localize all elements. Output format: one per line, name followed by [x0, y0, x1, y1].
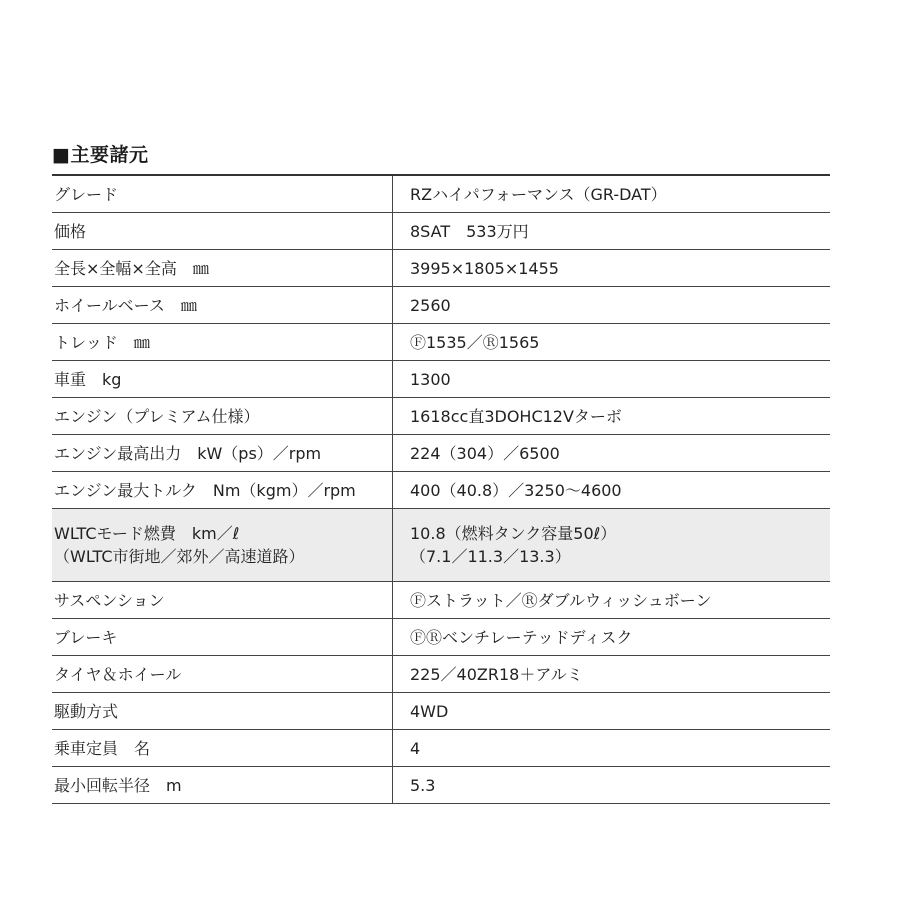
row-value: 5.3: [393, 767, 831, 804]
row-label: 乗車定員 名: [52, 730, 393, 767]
row-label: サスペンション: [52, 582, 393, 619]
table-row-max-power: [52, 435, 830, 472]
row-value: 224（304）／6500: [393, 435, 831, 472]
table-row-suspension: [52, 582, 830, 619]
row-label: エンジン最高出力 kW（ps）／rpm: [52, 435, 393, 472]
row-label: エンジン（プレミアム仕様）: [52, 398, 393, 435]
row-value: RZハイパフォーマンス（GR-DAT）: [393, 175, 831, 213]
row-value: 4WD: [393, 693, 831, 730]
row-label: トレッド ㎜: [52, 324, 393, 361]
row-value: 225／40ZR18＋アルミ: [393, 656, 831, 693]
row-label-line: WLTCモード燃費 km／ℓ: [54, 524, 240, 543]
table-row-max-torque: [52, 472, 830, 509]
table-row-wheelbase: [52, 287, 830, 324]
row-label: 全長×全幅×全高 ㎜: [52, 250, 393, 287]
table-row-drive-system: [52, 693, 830, 730]
row-label: [52, 509, 393, 582]
table-row-grade: [52, 175, 830, 213]
row-label-line: （WLTC市街地／郊外／高速道路）: [54, 547, 305, 566]
row-value: 2560: [393, 287, 831, 324]
table-row-tires-wheels: [52, 656, 830, 693]
row-value: 1618cc直3DOHC12Vターボ: [393, 398, 831, 435]
table-row-turning-radius: [52, 767, 830, 804]
row-label: 駆動方式: [52, 693, 393, 730]
table-row-price: [52, 213, 830, 250]
row-label: エンジン最大トルク Nm（kgm）／rpm: [52, 472, 393, 509]
table-row-tread: [52, 324, 830, 361]
row-label: ホイールベース ㎜: [52, 287, 393, 324]
table-row-dimensions: [52, 250, 830, 287]
row-value: [393, 509, 831, 582]
row-value: 400（40.8）／3250～4600: [393, 472, 831, 509]
row-label: グレード: [52, 175, 393, 213]
row-value: 3995×1805×1455: [393, 250, 831, 287]
row-value: 4: [393, 730, 831, 767]
table-row-weight: [52, 361, 830, 398]
table-row-fuel-economy: [52, 509, 830, 582]
row-label: 最小回転半径 m: [52, 767, 393, 804]
table-row-engine: [52, 398, 830, 435]
row-label: タイヤ＆ホイール: [52, 656, 393, 693]
spec-table: [52, 174, 830, 804]
row-label: 車重 kg: [52, 361, 393, 398]
row-label: ブレーキ: [52, 619, 393, 656]
table-row-seating-capacity: [52, 730, 830, 767]
row-value-line: （7.1／11.3／13.3）: [410, 547, 571, 566]
row-value: 8SAT 533万円: [393, 213, 831, 250]
row-value: Ⓕストラット／Ⓡダブルウィッシュボーン: [393, 582, 831, 619]
spec-table-title: ■主要諸元: [52, 144, 149, 166]
table-row-brakes: [52, 619, 830, 656]
row-label: 価格: [52, 213, 393, 250]
row-value-line: 10.8（燃料タンク容量50ℓ）: [410, 524, 617, 543]
row-value: ⒻⓇベンチレーテッドディスク: [393, 619, 831, 656]
row-value: Ⓕ1535／Ⓡ1565: [393, 324, 831, 361]
row-value: 1300: [393, 361, 831, 398]
